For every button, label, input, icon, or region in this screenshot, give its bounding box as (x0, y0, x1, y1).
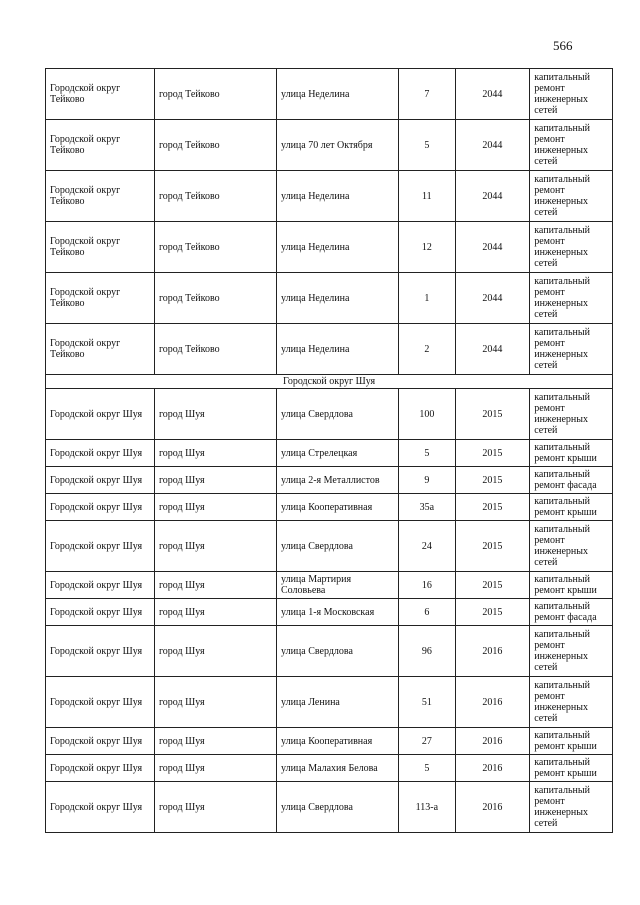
street-cell: улица Свердлова (277, 626, 399, 677)
year-cell: 2016 (455, 755, 530, 782)
section-row (46, 375, 613, 389)
table-row (46, 572, 613, 599)
table-row (46, 273, 613, 324)
municipality-cell: Городской округ Тейково (46, 69, 155, 120)
year-cell: 2044 (455, 69, 530, 120)
table-row (46, 626, 613, 677)
municipality-cell: Городской округ Шуя (46, 728, 155, 755)
work-type-cell: капитальный ремонт инженерных сетей (530, 782, 613, 833)
street-cell: улица Свердлова (277, 389, 399, 440)
table-row (46, 677, 613, 728)
year-cell: 2015 (455, 467, 530, 494)
settlement-cell: город Шуя (154, 677, 276, 728)
page-number: 566 (553, 38, 573, 53)
settlement-cell: город Шуя (154, 440, 276, 467)
year-cell: 2015 (455, 572, 530, 599)
settlement-cell: город Тейково (154, 273, 276, 324)
settlement-cell: город Тейково (154, 171, 276, 222)
work-type-cell: капитальный ремонт инженерных сетей (530, 222, 613, 273)
table-body (46, 69, 613, 833)
municipality-cell: Городской округ Шуя (46, 389, 155, 440)
table-row (46, 222, 613, 273)
work-type-cell: капитальный ремонт фасада (530, 467, 613, 494)
street-cell: улица Кооперативная (277, 728, 399, 755)
house-number-cell: 1 (399, 273, 455, 324)
year-cell: 2044 (455, 222, 530, 273)
settlement-cell: город Шуя (154, 572, 276, 599)
work-type-cell: капитальный ремонт фасада (530, 599, 613, 626)
work-type-cell: капитальный ремонт крыши (530, 440, 613, 467)
year-cell: 2044 (455, 324, 530, 375)
settlement-cell: город Тейково (154, 324, 276, 375)
house-number-cell: 113-а (399, 782, 455, 833)
house-number-cell: 27 (399, 728, 455, 755)
year-cell: 2016 (455, 782, 530, 833)
year-cell: 2044 (455, 120, 530, 171)
table-row (46, 171, 613, 222)
table-row (46, 389, 613, 440)
year-cell: 2015 (455, 389, 530, 440)
year-cell: 2044 (455, 273, 530, 324)
year-cell: 2015 (455, 521, 530, 572)
municipality-cell: Городской округ Шуя (46, 755, 155, 782)
street-cell: улица Неделина (277, 273, 399, 324)
table-row (46, 782, 613, 833)
year-cell: 2016 (455, 677, 530, 728)
table-row (46, 599, 613, 626)
settlement-cell: город Шуя (154, 599, 276, 626)
street-cell: улица Свердлова (277, 782, 399, 833)
house-number-cell: 5 (399, 440, 455, 467)
settlement-cell: город Шуя (154, 389, 276, 440)
house-number-cell: 5 (399, 755, 455, 782)
table-row (46, 440, 613, 467)
section-title: Городской округ Шуя (46, 375, 613, 389)
street-cell: улица 1-я Московская (277, 599, 399, 626)
municipality-cell: Городской округ Шуя (46, 782, 155, 833)
settlement-cell: город Шуя (154, 494, 276, 521)
work-type-cell: капитальный ремонт крыши (530, 728, 613, 755)
municipality-cell: Городской округ Шуя (46, 521, 155, 572)
table-row (46, 728, 613, 755)
house-number-cell: 24 (399, 521, 455, 572)
table-row (46, 69, 613, 120)
work-type-cell: капитальный ремонт крыши (530, 572, 613, 599)
street-cell: улица 2-я Металлистов (277, 467, 399, 494)
work-type-cell: капитальный ремонт инженерных сетей (530, 273, 613, 324)
table-row (46, 521, 613, 572)
table-row (46, 467, 613, 494)
house-number-cell: 7 (399, 69, 455, 120)
house-number-cell: 35а (399, 494, 455, 521)
municipality-cell: Городской округ Шуя (46, 677, 155, 728)
year-cell: 2044 (455, 171, 530, 222)
municipality-cell: Городской округ Шуя (46, 572, 155, 599)
settlement-cell: город Шуя (154, 626, 276, 677)
work-type-cell: капитальный ремонт инженерных сетей (530, 120, 613, 171)
street-cell: улица Кооперативная (277, 494, 399, 521)
repair-schedule-table (45, 68, 613, 833)
work-type-cell: капитальный ремонт инженерных сетей (530, 69, 613, 120)
house-number-cell: 2 (399, 324, 455, 375)
house-number-cell: 5 (399, 120, 455, 171)
work-type-cell: капитальный ремонт инженерных сетей (530, 677, 613, 728)
street-cell: улица Свердлова (277, 521, 399, 572)
street-cell: улица Неделина (277, 69, 399, 120)
work-type-cell: капитальный ремонт инженерных сетей (530, 324, 613, 375)
house-number-cell: 51 (399, 677, 455, 728)
house-number-cell: 12 (399, 222, 455, 273)
work-type-cell: капитальный ремонт инженерных сетей (530, 171, 613, 222)
house-number-cell: 9 (399, 467, 455, 494)
street-cell: улица Неделина (277, 222, 399, 273)
table-row (46, 120, 613, 171)
settlement-cell: город Шуя (154, 728, 276, 755)
municipality-cell: Городской округ Шуя (46, 494, 155, 521)
work-type-cell: капитальный ремонт крыши (530, 755, 613, 782)
house-number-cell: 6 (399, 599, 455, 626)
settlement-cell: город Шуя (154, 521, 276, 572)
year-cell: 2016 (455, 728, 530, 755)
settlement-cell: город Тейково (154, 222, 276, 273)
house-number-cell: 100 (399, 389, 455, 440)
work-type-cell: капитальный ремонт инженерных сетей (530, 626, 613, 677)
table-row (46, 755, 613, 782)
settlement-cell: город Шуя (154, 755, 276, 782)
settlement-cell: город Шуя (154, 782, 276, 833)
table-row (46, 494, 613, 521)
municipality-cell: Городской округ Тейково (46, 171, 155, 222)
house-number-cell: 96 (399, 626, 455, 677)
municipality-cell: Городской округ Тейково (46, 120, 155, 171)
municipality-cell: Городской округ Тейково (46, 324, 155, 375)
settlement-cell: город Тейково (154, 69, 276, 120)
municipality-cell: Городской округ Шуя (46, 626, 155, 677)
street-cell: улица Мартирия Соловьева (277, 572, 399, 599)
street-cell: улица Ленина (277, 677, 399, 728)
street-cell: улица Неделина (277, 324, 399, 375)
street-cell: улица Малахия Белова (277, 755, 399, 782)
street-cell: улица Неделина (277, 171, 399, 222)
settlement-cell: город Тейково (154, 120, 276, 171)
municipality-cell: Городской округ Тейково (46, 222, 155, 273)
work-type-cell: капитальный ремонт инженерных сетей (530, 521, 613, 572)
municipality-cell: Городской округ Шуя (46, 467, 155, 494)
year-cell: 2015 (455, 494, 530, 521)
house-number-cell: 16 (399, 572, 455, 599)
municipality-cell: Городской округ Шуя (46, 440, 155, 467)
municipality-cell: Городской округ Шуя (46, 599, 155, 626)
work-type-cell: капитальный ремонт крыши (530, 494, 613, 521)
year-cell: 2015 (455, 599, 530, 626)
street-cell: улица 70 лет Октября (277, 120, 399, 171)
year-cell: 2015 (455, 440, 530, 467)
table-row (46, 324, 613, 375)
street-cell: улица Стрелецкая (277, 440, 399, 467)
municipality-cell: Городской округ Тейково (46, 273, 155, 324)
work-type-cell: капитальный ремонт инженерных сетей (530, 389, 613, 440)
house-number-cell: 11 (399, 171, 455, 222)
year-cell: 2016 (455, 626, 530, 677)
settlement-cell: город Шуя (154, 467, 276, 494)
